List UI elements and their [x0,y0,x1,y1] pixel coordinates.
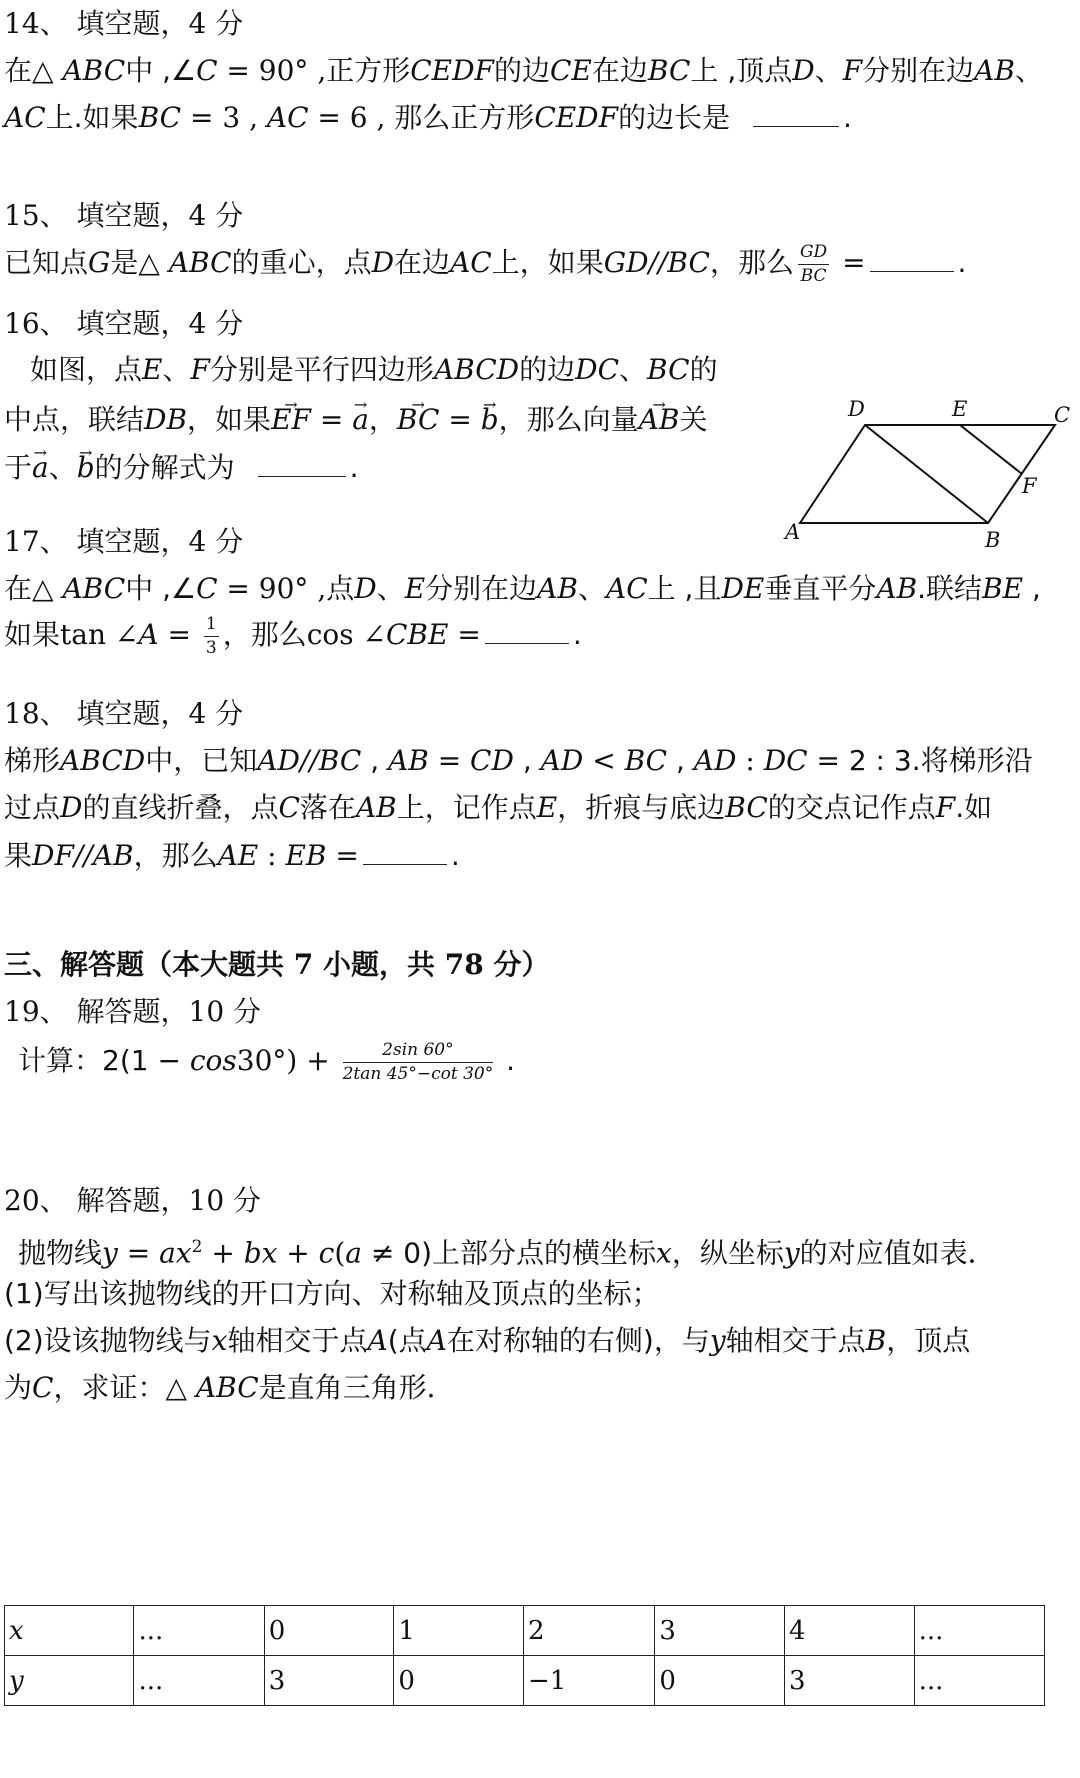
q19-fraction: $\frac{2\sin 60^\circ}{2\tan 45^\circ-\cot 30^\circ}$ [342,1039,494,1084]
table-cell: x [5,1606,134,1656]
q20-line-3: (2)设该抛物线与x轴相交于点A(点A在对称轴的右侧)，与y轴相交于点B，顶点 [4,1324,971,1357]
q15-fraction: $\frac{GD}{BC}$ [799,241,828,286]
table-cell: ... [134,1656,264,1706]
table-row-x [5,1606,1045,1656]
q18-line-3: 果DF//AB，那么AE : EB = . [4,839,460,872]
label-d: D [848,397,865,421]
q14-line-1: 在△ ABC中 ,∠C = 90° ,正方形CEDF的边CE在边BC上 ,顶点D、F分别在边AB、 [4,54,1043,87]
q20-line-1: 抛物线$y = ax^2$ + bx + c(a ≠ 0)上部分点的横坐标x，纵坐标y的对应值如表． [18,1236,996,1270]
q18-answer-blank [363,864,447,865]
q19-header: 19、 解答题，10 分 [4,995,262,1028]
q17-fraction: $\frac{1}{3}$ [205,613,217,658]
table-cell: 3 [264,1656,394,1706]
parallelogram-figure [782,392,1072,552]
q17-header: 17、 填空题，4 分 [4,525,244,558]
table-cell: ... [134,1606,264,1656]
label-b: B [985,528,1001,552]
table-cell: 4 [785,1606,915,1656]
q16-answer-blank [258,476,346,477]
label-a: A [785,520,801,544]
table-cell: 0 [394,1656,524,1706]
label-e: E [952,397,968,421]
table-cell: 3 [655,1606,785,1656]
table-cell: ... [914,1606,1044,1656]
q16-line-3: 于→ a、→ b的分解式为 . [4,450,359,486]
q16-line-1: 如图，点E、F分别是平行四边形ABCD的边DC、BC的 [30,353,718,386]
table-row-y [5,1656,1045,1706]
q16-header: 16、 填空题，4 分 [4,307,244,340]
q20-line-4: 为C，求证：△ ABC是直角三角形． [4,1371,455,1404]
q18-header: 18、 填空题，4 分 [4,697,244,730]
q14-line-2: AC上.如果BC = 3 , AC = 6 , 那么正方形CEDF的边长是 . [4,101,852,134]
q16-line-2: 中点，联结DB，如果→ EF = → a，→ BC = → b，那么向量→ AB关 [4,402,707,438]
q15-line-1: 已知点G是△ ABC的重心，点D在边AC上，如果GD//BC，那么 $\frac{GD}{BC}$ = . [4,241,967,286]
section-3-title: 三、解答题（本大题共 7 小题，共 78 分） [4,948,550,981]
table-cell: 2 [523,1606,654,1656]
q14-header: 14、 填空题，4 分 [4,7,244,40]
segment-db [865,425,988,523]
q18-line-2: 过点D的直线折叠，点C落在AB上，记作点E，折痕与底边BC的交点记作点F.如 [4,791,993,824]
label-c: C [1054,403,1071,427]
table-cell: 3 [785,1656,915,1706]
q20-header: 20、 解答题，10 分 [4,1184,262,1217]
q15-answer-blank [870,271,954,272]
q20-line-2: (1)写出该抛物线的开口方向、对称轴及顶点的坐标； [4,1277,660,1310]
segment-ef [960,425,1022,474]
q18-line-1: 梯形ABCD中，已知AD//BC , AB = CD , AD < BC , AD : DC = 2 : 3.将梯形沿 [4,744,1033,777]
q14-answer-blank [753,126,839,127]
q17-line-2: 如果tan ∠A = $\frac{1}{3}$ ，那么cos ∠CBE = . [4,613,582,658]
q15-header: 15、 填空题，4 分 [4,199,244,232]
q17-line-1: 在△ ABC中 ,∠C = 90° ,点D、E分别在边AB、AC上 ,且DE垂直平分AB.联结BE , [4,572,1041,605]
table-cell: 0 [264,1606,394,1656]
q19-line-1: 计算：2(1 − cos30°) + $\frac{2\sin 60^\circ}{2\tan 45^\circ-\cot 30^\circ}$ . [18,1039,516,1084]
table-cell: −1 [523,1656,654,1706]
table-cell: y [5,1656,134,1706]
table-cell: ... [914,1656,1044,1706]
label-f: F [1022,474,1037,498]
table-cell: 1 [394,1606,524,1656]
value-table [4,1605,1045,1706]
q17-answer-blank [485,643,569,644]
table-cell: 0 [655,1656,785,1706]
